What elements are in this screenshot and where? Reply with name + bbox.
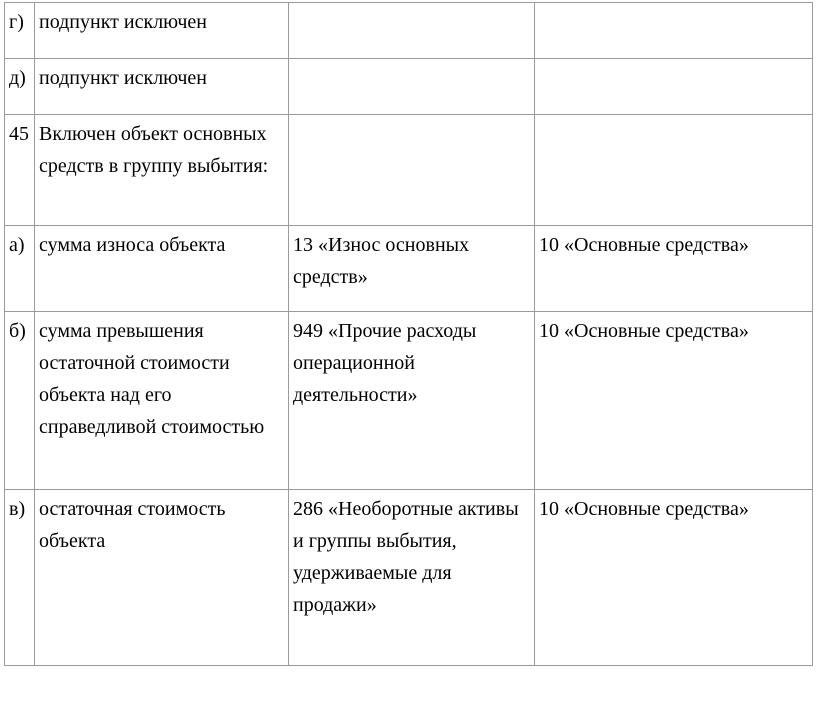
row-description: остаточная стоимость объекта xyxy=(39,498,226,552)
debit-account: 286 «Необоротные активы и группы выбытия, удерживаемые для продажи» xyxy=(293,498,519,616)
debit-account: 949 «Прочие расходы операционной деятельности» xyxy=(293,320,477,406)
row-number-cell xyxy=(5,115,35,226)
accounting-entries-table xyxy=(4,2,813,666)
credit-cell xyxy=(535,3,813,59)
credit-cell xyxy=(535,59,813,115)
credit-account xyxy=(539,59,808,62)
table-row xyxy=(5,226,813,312)
table-row xyxy=(5,59,813,115)
description-cell xyxy=(35,3,289,59)
debit-cell xyxy=(289,115,535,226)
debit-cell xyxy=(289,312,535,490)
credit-account: 10 «Основные средства» xyxy=(539,234,749,256)
description-cell xyxy=(35,312,289,490)
table-row xyxy=(5,115,813,226)
credit-account: 10 «Основные средства» xyxy=(539,320,749,342)
row-number: б) xyxy=(9,320,26,342)
description-cell xyxy=(35,59,289,115)
row-number-cell xyxy=(5,59,35,115)
debit-cell xyxy=(289,59,535,115)
debit-account xyxy=(293,59,530,62)
credit-cell xyxy=(535,115,813,226)
credit-account: 10 «Основные средства» xyxy=(539,498,749,520)
table-row xyxy=(5,3,813,59)
credit-account xyxy=(539,3,808,6)
credit-cell xyxy=(535,226,813,312)
debit-cell xyxy=(289,226,535,312)
credit-account xyxy=(539,115,808,118)
row-number-cell xyxy=(5,3,35,59)
description-cell xyxy=(35,115,289,226)
debit-cell xyxy=(289,3,535,59)
row-description: сумма износа объекта xyxy=(39,234,226,256)
row-number: г) xyxy=(9,11,24,33)
row-description: сумма превышения остаточной стоимости объекта над его справедливой стоимостью xyxy=(39,320,265,438)
debit-account xyxy=(293,115,530,118)
debit-account xyxy=(293,3,530,6)
debit-cell xyxy=(289,490,535,666)
description-cell xyxy=(35,490,289,666)
row-number: 45 xyxy=(9,123,29,145)
description-cell xyxy=(35,226,289,312)
row-description: Включен объект основных средств в группу выбытия: xyxy=(39,123,269,177)
row-number: д) xyxy=(9,67,26,89)
row-number-cell xyxy=(5,490,35,666)
table-row xyxy=(5,312,813,490)
debit-account: 13 «Износ основных средств» xyxy=(293,234,470,288)
credit-cell xyxy=(535,490,813,666)
row-number-cell xyxy=(5,226,35,312)
row-number: а) xyxy=(9,234,25,256)
row-description: подпункт исключен xyxy=(39,11,207,33)
credit-cell xyxy=(535,312,813,490)
row-number-cell xyxy=(5,312,35,490)
row-number: в) xyxy=(9,498,26,520)
table-row xyxy=(5,490,813,666)
row-description: подпункт исключен xyxy=(39,67,207,89)
